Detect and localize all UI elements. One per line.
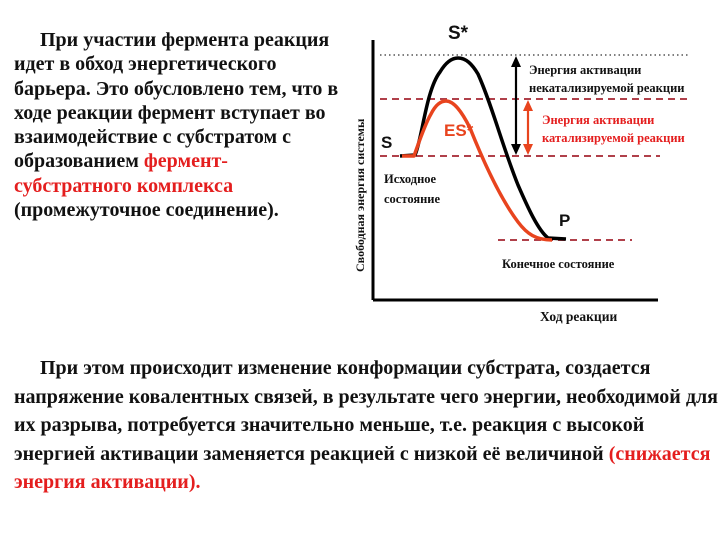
final-state-label: Конечное состояние [502, 257, 615, 271]
catalyzed-ea-arrow-head-bottom [523, 144, 533, 155]
activation-energy-decrease-note: (снижается энергия активации). [14, 442, 711, 493]
uncatalyzed-ea-arrow-head-top [511, 56, 521, 67]
ea-uncatalyzed-label-2: некатализируемой реакции [529, 81, 685, 95]
substrate-label: S [381, 133, 393, 152]
intro-paragraph [14, 28, 344, 222]
conclusion-text: При этом происходит изменение конформации субстрата, создается напряжение ковалентных связей, в результате чего энергии, необходимой для их разрыва, потребуется значительно меньше, т.е. реакция с высокой энергией активации заменяется реакцией с низкой её величиной [14, 357, 718, 465]
peak-label: S* [448, 23, 469, 44]
initial-state-label-2: состояние [384, 192, 441, 206]
intro-tail: (промежуточное соединение). [14, 199, 279, 222]
conclusion-paragraph [14, 354, 718, 497]
ea-uncatalyzed-label-1: Энергия активации [529, 63, 642, 77]
product-label: P [559, 211, 571, 230]
y-axis-label: Свободная энергия системы [353, 118, 367, 272]
initial-state-label-1: Исходное [384, 172, 437, 186]
intro-text: При участии фермента реакция идет в обход энергетического барьера. Это обусловлено тем, что в ходе реакции фермент вступает во взаимодействие с субстратом с образованием [14, 29, 339, 173]
es-complex-label: ES* [444, 121, 474, 140]
activation-energy-diagram [340, 10, 700, 330]
catalyzed-ea-arrow-head-top [523, 100, 533, 111]
ea-catalyzed-label-1: Энергия активации [542, 113, 655, 127]
x-axis-label: Ход реакции [540, 309, 618, 324]
enzyme-substrate-complex-term: фермент-субстратного комплекса [14, 150, 234, 197]
uncatalyzed-ea-arrow-head-bottom [511, 144, 521, 155]
ea-catalyzed-label-2: катализируемой реакции [542, 131, 685, 145]
